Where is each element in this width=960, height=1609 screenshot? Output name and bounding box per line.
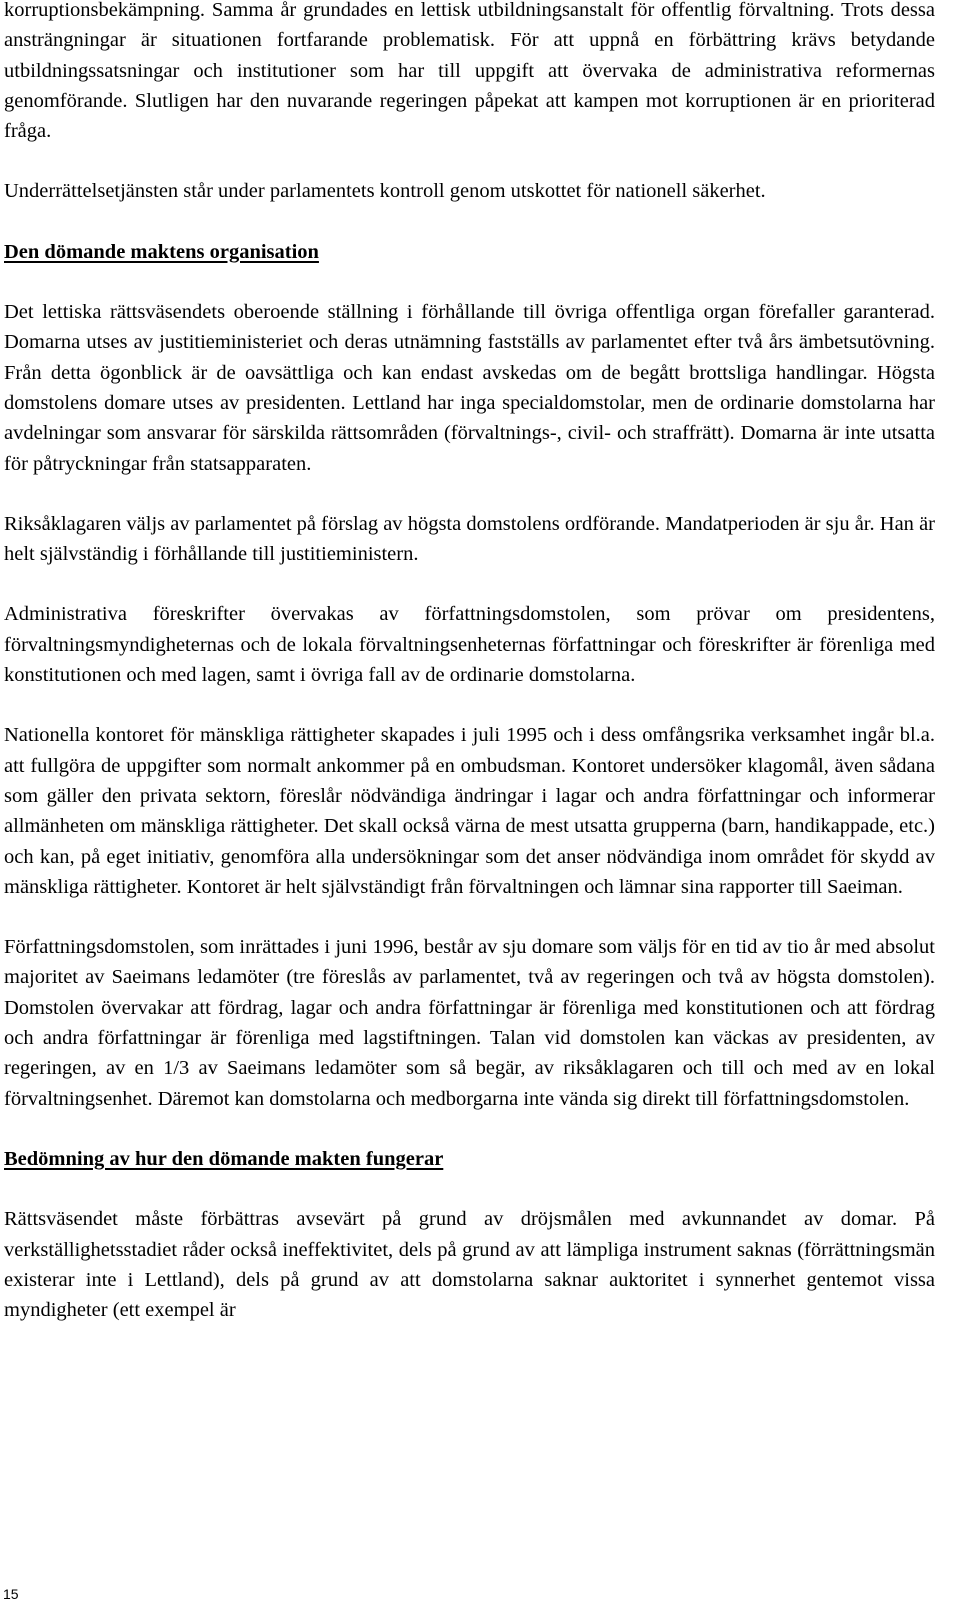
paragraph-anti-corruption: korruptionsbekämpning. Samma år grundades en lettisk utbildningsanstalt för offentlig förvaltning. Trots dessa ansträngningar är situationen fortfarande problematisk. För att uppnå en förbättring krävs betydande utbildningssatsningar och institutioner som har till uppgift att övervaka de administrativa reformernas genomförande. Slutligen har den nuvarande regeringen påpekat att kampen mot korruptionen är en prioriterad fråga. bbox=[4, 0, 935, 143]
paragraph-administrative-regulations: Administrativa föreskrifter övervakas av författningsdomstolen, som prövar om presidentens, förvaltningsmyndigheternas och de lokala förvaltningsenheternas författningar och föreskrifter är förenliga med konstitutionen och med lagen, samt i övriga fall av de ordinarie domstolarna. bbox=[4, 603, 935, 687]
paragraph-human-rights-office: Nationella kontoret för mänskliga rättigheter skapades i juli 1995 och i dess omfångsrika verksamhet ingår bl.a. att fullgöra de uppgifter som normalt ankommer på en ombudsman. Kontoret undersöker klagomål, även sådana som gäller den privata sektorn, föreslår nödvändiga ändringar i lagar och andra författningar och informerar allmänheten om mänskliga rättigheter. Det skall också värna de mest utsatta grupperna (barn, handikappade, etc.) och kan, på eget initiativ, genomföra alla undersökningar som det anser nödvändiga inom området för skydd av mänskliga rättigheter. Kontoret är helt självständigt från förvaltningen och lämnar sina rapporter till Saeiman. bbox=[4, 724, 935, 898]
section-heading-judiciary-organisation: Den dömande maktens organisation bbox=[4, 240, 319, 263]
paragraph-constitutional-court: Författningsdomstolen, som inrättades i juni 1996, består av sju domare som väljs för en tid av tio år med absolut majoritet av Saeimans ledamöter (tre föreslås av parlamentet, två av regeringen och två av högsta domstolen). Domstolen övervakar att fördrag, lagar och andra författningar är förenliga med konstitutionen och att fördrag och andra författningar är förenliga med lagstiftningen. Talan vid domstolen kan väckas av presidenten, av regeringen, av en 1/3 av Saeimans ledamöter som så begär, av riksåklagaren och till och med av en lokal förvaltningsenhet. Däremot kan domstolarna och medborgarna inte vända sig direkt till författningsdomstolen. bbox=[4, 936, 935, 1110]
page-number: 15 bbox=[3, 1586, 19, 1602]
section-heading-judiciary-assessment: Bedömning av hur den dömande makten fungerar bbox=[4, 1147, 444, 1170]
paragraph-prosecutor-general: Riksåklagaren väljs av parlamentet på förslag av högsta domstolens ordförande. Mandatperioden är sju år. Han är helt självständig i förhållande till justitieministern. bbox=[4, 512, 935, 566]
paragraph-judicial-independence: Det lettiska rättsväsendets oberoende ställning i förhållande till övriga offentliga organ förefaller garanterad. Domarna utses av justitieministeriet och deras utnämning fastställs av parlamentet efter två års ämbetsutövning. Från detta ögonblick är de oavsättliga och kan endast avskedas om de begått brottsliga handlingar. Högsta domstolens domare utses av presidenten. Lettland har inga specialdomstolar, men de ordinarie domstolarna har avdelningar som ansvarar för särskilda rättsområden (förvaltnings-, civil- och straffrätt). Domarna är inte utsatta för påtryckningar från statsapparaten. bbox=[4, 301, 935, 475]
paragraph-judiciary-improvement: Rättsväsendet måste förbättras avsevärt på grund av dröjsmålen med avkunnandet av domar. På verkställighetsstadiet råder också ineffektivitet, dels på grund av att lämpliga instrument saknas (förrättningsmän existerar inte i Lettland), dels på grund av att domstolarna saknar auktoritet i synnerhet gentemot vissa myndigheter (ett exempel är bbox=[4, 1208, 935, 1322]
document-page bbox=[4, 0, 935, 1325]
paragraph-intelligence-service: Underrättelsetjänsten står under parlamentets kontroll genom utskottet för nationell säkerhet. bbox=[4, 180, 766, 203]
